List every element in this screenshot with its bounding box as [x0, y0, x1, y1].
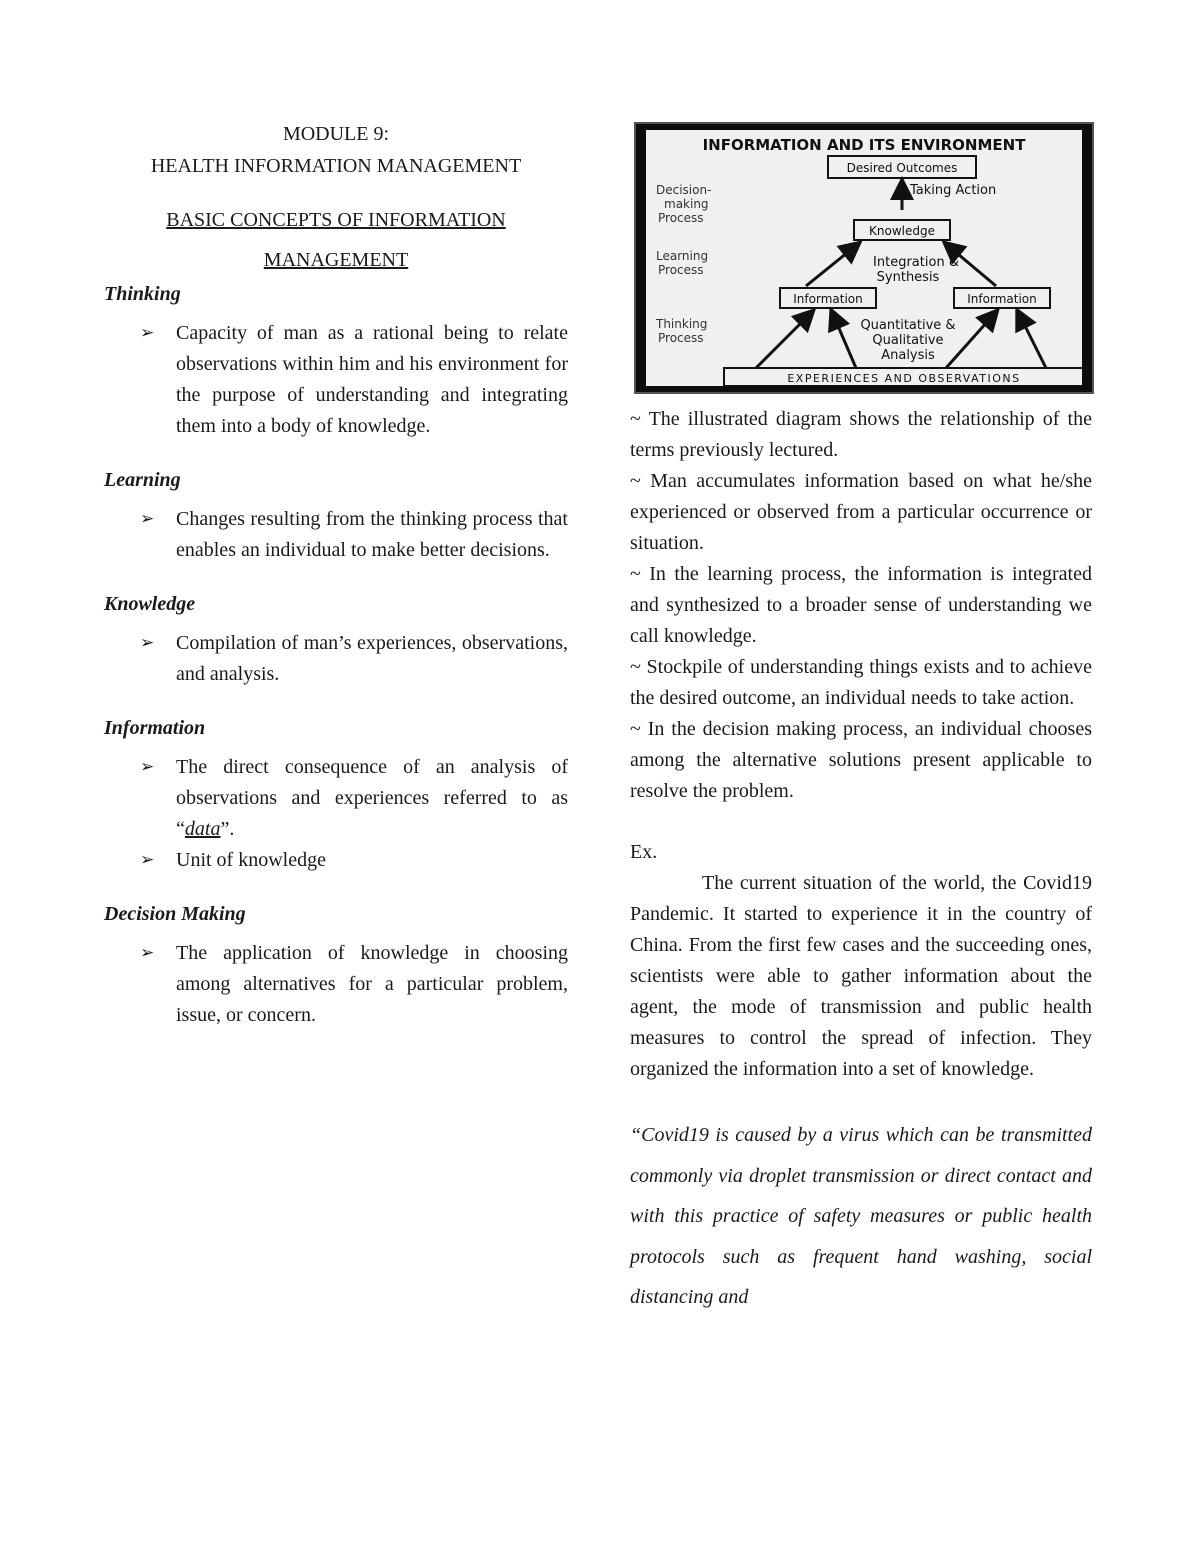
learning-label-1: Learning: [656, 249, 709, 263]
list-item: [104, 845, 568, 876]
thinking-term: Thinking: [104, 283, 181, 305]
quantitative-label-1: Quantitative &: [860, 318, 956, 333]
right-column: [630, 122, 1092, 1318]
learning-section: [104, 466, 568, 566]
information-left-label: Information: [793, 292, 863, 306]
diagram-title: INFORMATION AND ITS ENVIRONMENT: [702, 136, 1026, 154]
list-item: [104, 752, 568, 845]
note-paragraph: ~ The illustrated diagram shows the relationship of the terms previously lectured.: [630, 408, 1092, 461]
list-item: [104, 938, 568, 1031]
decision-label-1: Decision-: [656, 183, 712, 197]
section-heading-line2: MANAGEMENT: [263, 249, 409, 271]
arrow-bullet-icon: ➢: [140, 509, 155, 529]
integration-label-2: Synthesis: [876, 270, 940, 285]
knowledge-label: Knowledge: [869, 224, 935, 238]
bullet-text: Changes resulting from the thinking process that enables an individual to make better decisions.: [176, 508, 568, 561]
decision-bullets: [104, 938, 568, 1031]
section-heading-line1: BASIC CONCEPTS OF INFORMATION: [166, 209, 506, 231]
bullet-text: Capacity of man as a rational being to relate observations within him and his environment for the purpose of understanding and integrating them into a body of knowledge.: [176, 322, 568, 437]
arrow-bullet-icon: ➢: [140, 850, 155, 870]
arrow-bullet-icon: ➢: [140, 633, 155, 653]
bullet-text-after: ”.: [220, 818, 235, 840]
knowledge-bullets: [104, 628, 568, 690]
note-paragraph: ~ Man accumulates information based on what he/she experienced or observed from a particular occurrence or situation.: [630, 470, 1092, 554]
bullet-text-before: The direct consequence of an analysis of observations and experiences referred to as “: [176, 756, 568, 840]
left-column: [104, 118, 568, 1055]
exp-to-info-left-arrow-2: [832, 312, 856, 368]
integration-label-1: Integration &: [873, 255, 959, 270]
note-paragraph: ~ Stockpile of understanding things exists and to achieve the desired outcome, an individual needs to take action.: [630, 656, 1092, 709]
bullet-text: The application of knowledge in choosing among alternatives for a particular problem, issue, or concern.: [176, 942, 568, 1026]
arrow-bullet-icon: ➢: [140, 323, 155, 343]
knowledge-section: [104, 590, 568, 690]
thinking-bullets: [104, 318, 568, 442]
information-right-label: Information: [967, 292, 1037, 306]
diagram-svg: [646, 130, 1082, 386]
information-term: Information: [104, 717, 206, 739]
learning-label-2: Process: [658, 263, 704, 277]
module-name: HEALTH INFORMATION MANAGEMENT: [150, 155, 522, 177]
information-section: [104, 714, 568, 876]
module-number: MODULE 9:: [282, 123, 390, 145]
section-heading: [104, 200, 568, 280]
exp-to-info-left-arrow-1: [756, 312, 812, 368]
bullet-text: Unit of knowledge: [176, 849, 326, 871]
arrow-bullet-icon: ➢: [140, 757, 155, 777]
knowledge-term: Knowledge: [104, 593, 196, 615]
learning-bullets: [104, 504, 568, 566]
info-left-to-knowledge-arrow: [806, 244, 858, 286]
decision-section: [104, 900, 568, 1031]
decision-term: Decision Making: [104, 903, 246, 925]
module-title: [104, 118, 568, 182]
list-item: [104, 318, 568, 442]
data-term: data: [184, 818, 221, 840]
decision-label-3: Process: [658, 211, 704, 225]
note-paragraph: ~ In the learning process, the information is integrated and synthesized to a broader sense of understanding we call knowledge.: [630, 563, 1092, 647]
diagram-canvas: [646, 130, 1082, 386]
note-paragraph: ~ In the decision making process, an individual chooses among the alternative solutions present applicable to resolve the problem.: [630, 718, 1092, 802]
exp-to-info-right-arrow-2: [1018, 312, 1046, 368]
desired-outcomes-label: Desired Outcomes: [846, 161, 958, 175]
bullet-text: Compilation of man’s experiences, observations, and analysis.: [176, 632, 568, 685]
information-bullets: [104, 752, 568, 876]
thinking-label-2: Process: [658, 331, 704, 345]
learning-term: Learning: [104, 469, 181, 491]
experiences-label: EXPERIENCES AND OBSERVATIONS: [787, 372, 1021, 385]
example-label: Ex.: [630, 841, 658, 863]
thinking-section: [104, 280, 568, 442]
diagram-notes: [630, 404, 1092, 807]
quantitative-label-3: Analysis: [881, 348, 935, 363]
taking-action-label: Taking Action: [910, 183, 997, 198]
list-item: [104, 628, 568, 690]
example-quote: “Covid19 is caused by a virus which can be transmitted commonly via droplet transmission or direct contact and with this practice of safety measures or public health protocols such as frequent hand washing, social distancing and: [630, 1124, 1092, 1308]
decision-label-2: making: [664, 197, 709, 211]
information-environment-diagram: [634, 122, 1094, 394]
list-item: [104, 504, 568, 566]
quantitative-label-2: Qualitative: [872, 333, 944, 348]
example-body: The current situation of the world, the Covid19 Pandemic. It started to experience it in the country of China. From the first few cases and the succeeding ones, scientists were able to gather information about the agent, the mode of transmission and public health measures to control the spread of infection. They organized the information into a set of knowledge.: [630, 872, 1092, 1080]
arrow-bullet-icon: ➢: [140, 943, 155, 963]
thinking-label-1: Thinking: [656, 317, 708, 331]
